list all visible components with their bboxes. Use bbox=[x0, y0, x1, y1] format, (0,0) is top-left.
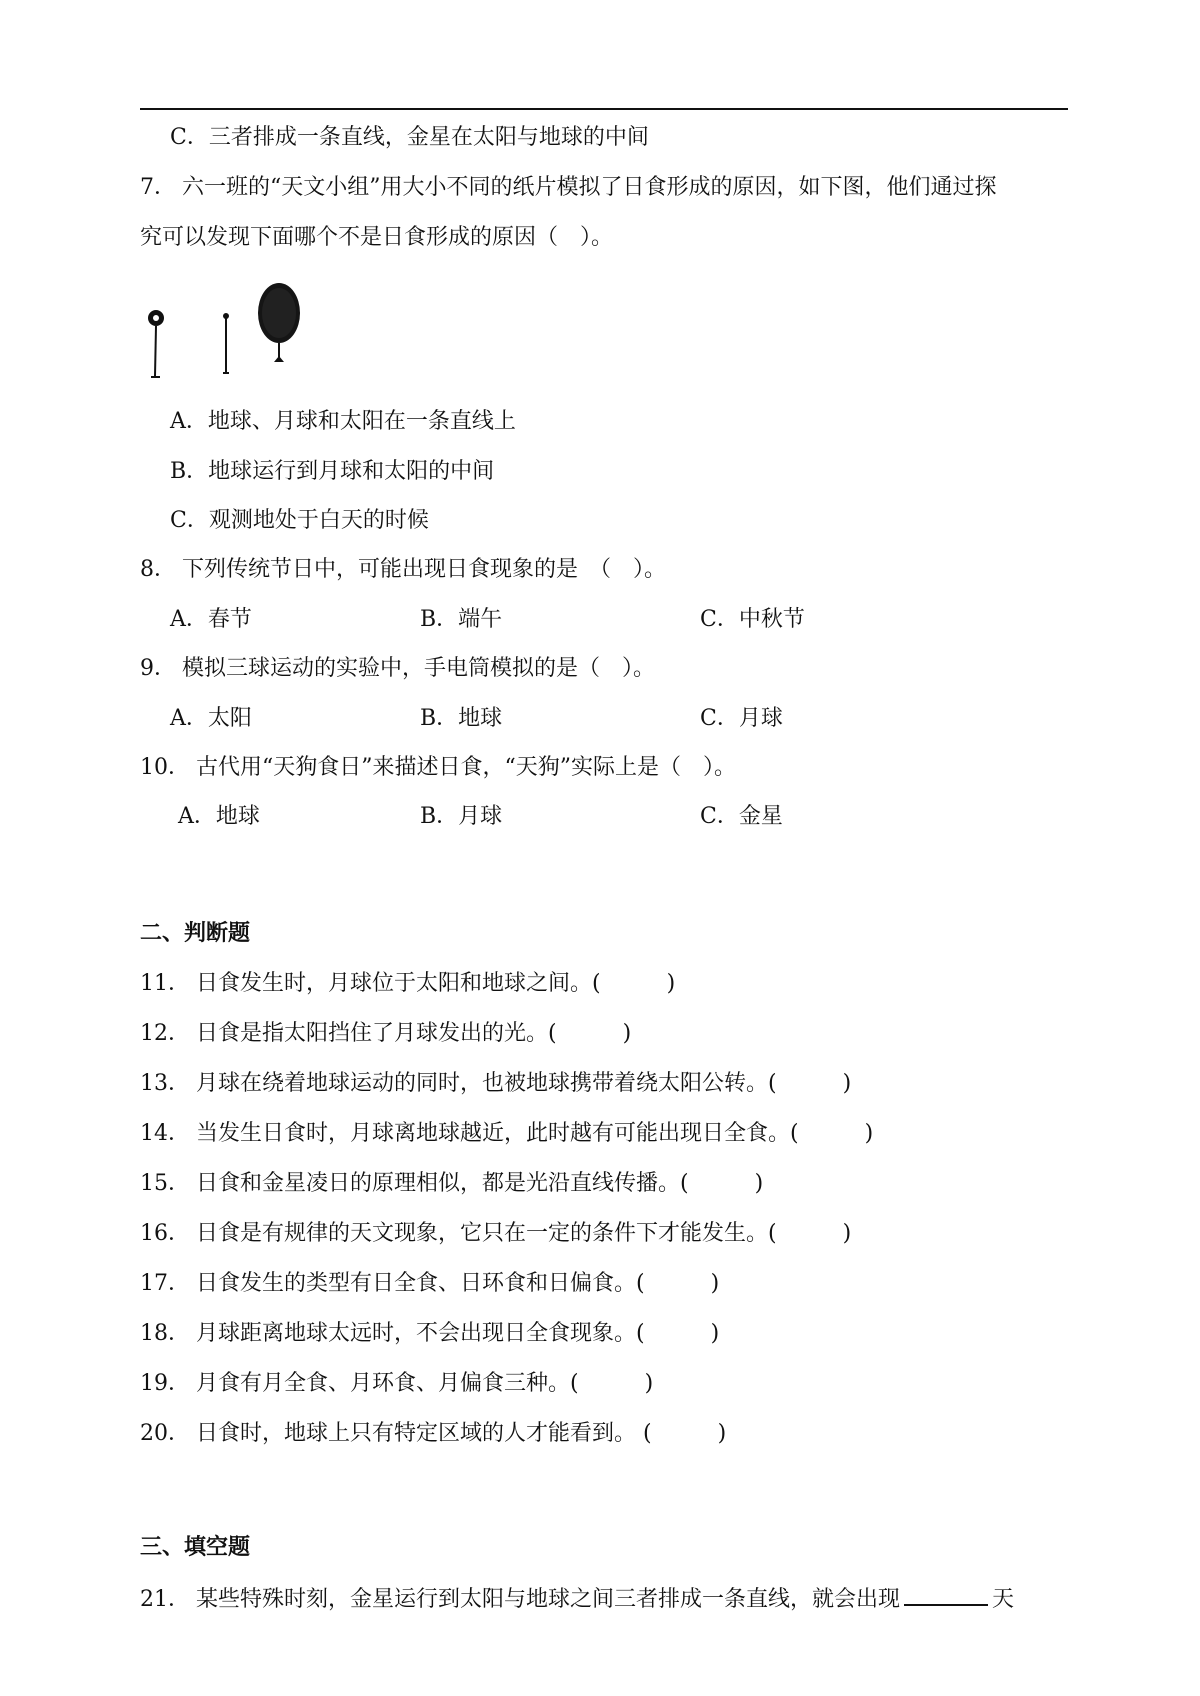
q7-option-a: A．地球、月球和太阳在一条直线上 bbox=[170, 409, 516, 434]
q10-text: 古代用“天狗食日”来描述日食，“天狗”实际上是（ ）。 bbox=[196, 755, 736, 780]
moon-card-icon bbox=[223, 313, 229, 373]
q10-number: 10． bbox=[140, 755, 190, 780]
q8-text: 下列传统节日中，可能出现日食现象的是 （ ）。 bbox=[182, 557, 667, 582]
q21-number: 21． bbox=[140, 1587, 190, 1612]
q7-number: 7． bbox=[140, 175, 176, 200]
q17-number: 17． bbox=[140, 1271, 190, 1296]
q6-option-c: C．三者排成一条直线，金星在太阳与地球的中间 bbox=[170, 125, 649, 150]
q19-question bbox=[140, 1368, 653, 1400]
q8-option-a: A．春节 bbox=[170, 607, 252, 632]
q9-option-c: C．月球 bbox=[700, 706, 783, 731]
q20-number: 20． bbox=[140, 1421, 190, 1446]
q14-question bbox=[140, 1118, 873, 1150]
earth-card-icon bbox=[148, 310, 164, 377]
q10-option-c: C．金星 bbox=[700, 804, 783, 829]
q18-text: 月球距离地球太远时，不会出现日全食现象。( ) bbox=[196, 1321, 720, 1346]
q8-option-b: B．端午 bbox=[420, 607, 503, 632]
q20-question bbox=[140, 1418, 726, 1450]
q14-number: 14． bbox=[140, 1121, 190, 1146]
q18-question bbox=[140, 1318, 719, 1350]
q8-question bbox=[140, 554, 666, 586]
q7-text-line2: 究可以发现下面哪个不是日食形成的原因（ ）。 bbox=[140, 225, 614, 250]
q21-question bbox=[140, 1582, 1014, 1616]
q16-text: 日食是有规律的天文现象，它只在一定的条件下才能发生。( ) bbox=[196, 1221, 852, 1246]
q9-question bbox=[140, 653, 655, 685]
q12-question bbox=[140, 1018, 631, 1050]
q20-text: 日食时，地球上只有特定区域的人才能看到。 ( ) bbox=[196, 1421, 727, 1446]
section-title-true-false: 二、判断题 bbox=[140, 921, 251, 946]
q9-option-b: B．地球 bbox=[420, 706, 503, 731]
q15-question bbox=[140, 1168, 763, 1200]
q21-text-before: 某些特殊时刻，金星运行到太阳与地球之间三者排成一条直线，就会出现 bbox=[196, 1587, 901, 1612]
header-rule bbox=[140, 108, 1068, 110]
q11-question bbox=[140, 968, 675, 1000]
q15-text: 日食和金星凌日的原理相似，都是光沿直线传播。( ) bbox=[196, 1171, 764, 1196]
q19-number: 19． bbox=[140, 1371, 190, 1396]
q7-option-c: C．观测地处于白天的时候 bbox=[170, 508, 429, 533]
q13-number: 13． bbox=[140, 1071, 190, 1096]
q21-answer-blank[interactable] bbox=[904, 1582, 988, 1606]
q7-option-b: B．地球运行到月球和太阳的中间 bbox=[170, 459, 495, 484]
section-title-fill-blank: 三、填空题 bbox=[140, 1535, 251, 1560]
q10-question bbox=[140, 752, 736, 784]
q7-question bbox=[140, 172, 997, 204]
q9-option-a: A．太阳 bbox=[170, 706, 252, 731]
q10-option-a: A．地球 bbox=[178, 804, 260, 829]
q15-number: 15． bbox=[140, 1171, 190, 1196]
q12-number: 12． bbox=[140, 1021, 190, 1046]
q11-number: 11． bbox=[140, 971, 190, 996]
q16-number: 16． bbox=[140, 1221, 190, 1246]
q9-text: 模拟三球运动的实验中，手电筒模拟的是（ ）。 bbox=[182, 656, 656, 681]
q9-number: 9． bbox=[140, 656, 176, 681]
sun-card-icon bbox=[258, 283, 300, 362]
q14-text: 当发生日食时，月球离地球越近，此时越有可能出现日全食。( ) bbox=[196, 1121, 874, 1146]
q8-number: 8． bbox=[140, 557, 176, 582]
q19-text: 月食有月全食、月环食、月偏食三种。( ) bbox=[196, 1371, 654, 1396]
q17-text: 日食发生的类型有日全食、日环食和日偏食。( ) bbox=[196, 1271, 720, 1296]
eclipse-model-figure bbox=[140, 278, 320, 382]
q21-text-after: 天 bbox=[992, 1587, 1015, 1612]
q17-question bbox=[140, 1268, 719, 1300]
q11-text: 日食发生时，月球位于太阳和地球之间。( ) bbox=[196, 971, 676, 996]
q16-question bbox=[140, 1218, 851, 1250]
q13-text: 月球在绕着地球运动的同时，也被地球携带着绕太阳公转。( ) bbox=[196, 1071, 852, 1096]
q7-text-line1: 六一班的“天文小组”用大小不同的纸片模拟了日食形成的原因，如下图，他们通过探 bbox=[182, 175, 997, 200]
q8-option-c: C．中秋节 bbox=[700, 607, 805, 632]
q12-text: 日食是指太阳挡住了月球发出的光。( ) bbox=[196, 1021, 632, 1046]
q13-question bbox=[140, 1068, 851, 1100]
q10-option-b: B．月球 bbox=[420, 804, 503, 829]
q18-number: 18． bbox=[140, 1321, 190, 1346]
